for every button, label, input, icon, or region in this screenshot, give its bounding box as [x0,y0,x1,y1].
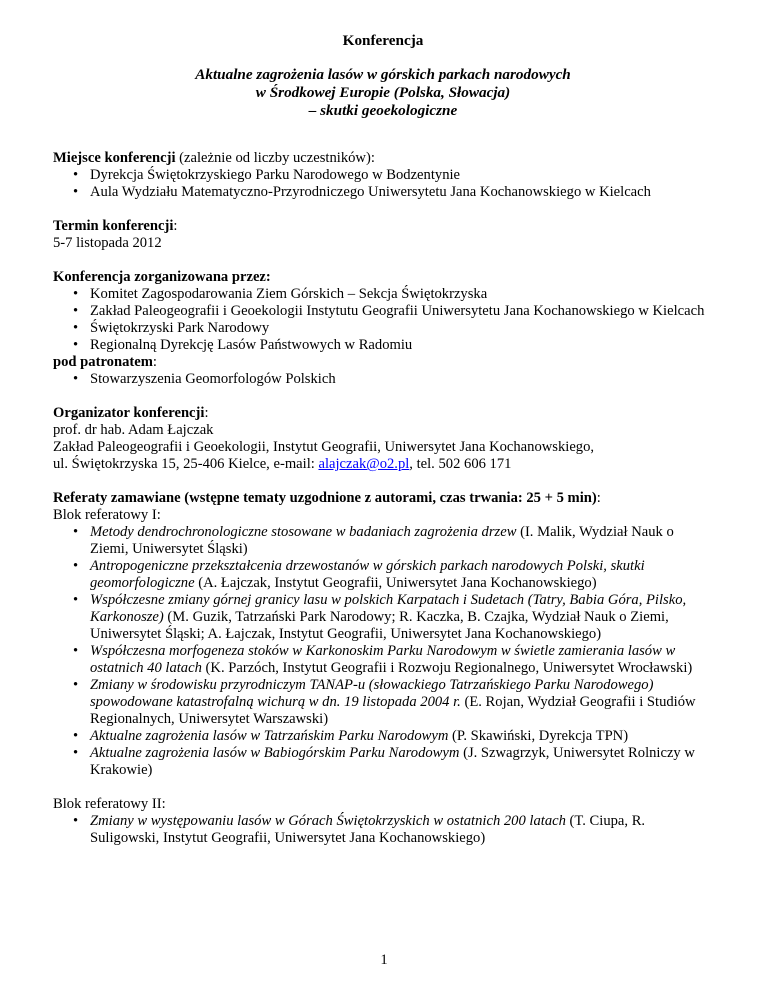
venue-heading-line [53,150,713,167]
paper-title: Współczesne zmiany górnej granicy lasu w polskich Karpatach i Sudetach (Tatry, Babia Góra, Pilsko, Karkonosze) [90,592,687,625]
organizers-list [53,286,713,354]
papers-colon: : [596,490,601,506]
email-link[interactable]: alajczak@o2.pl [318,456,410,472]
organizer-colon: : [204,405,209,421]
organizer-heading-line [53,405,713,422]
organizer-heading: Organizator konferencji [53,405,205,421]
paper-title: Współczesna morfogeneza stoków w Karkonoskim Parku Narodowym w świetle zamierania lasów w ostatnich 40 latach [90,643,676,676]
organizer-item: • Świętokrzyski Park Narodowy [53,320,713,337]
organizer-item: • Komitet Zagospodarowania Ziem Górskich – Sekcja Świętokrzyska [53,286,713,303]
subtitle-line-2: w Środkowej Europie (Polska, Słowacja) [255,84,511,101]
patronage-heading: pod patronatem [53,354,153,370]
paper-authors: (J. Szwagrzyk, Uniwersytet Rolniczy w Krakowie) [90,745,695,778]
paper-title: Zmiany w środowisku przyrodniczym TANAP-u (słowackiego Tatrzańskiego Parku Narodowego) spowodowane katastrofalną wichurą w dn. 19 listopada 2004 r. [90,677,654,710]
document-body [53,32,713,847]
paper-item [53,524,713,558]
patronage-heading-line [53,354,713,371]
venue-section [53,150,713,201]
paper-item [53,728,713,745]
organizer-phone: , tel. 502 606 171 [409,456,512,472]
paper-item [53,558,713,592]
paper-authors: (P. Skawiński, Dyrekcja TPN) [448,728,629,744]
patronage-colon: : [152,354,157,370]
date-heading-line [53,218,713,235]
organizer-item: • Regionalną Dyrekcję Lasów Państwowych w Radomiu [53,337,713,354]
organizers-section [53,269,713,388]
venue-item: • Aula Wydziału Matematyczno-Przyrodniczego Uniwersytetu Jana Kochanowskiego w Kielcach [53,184,713,201]
organizer-section [53,405,713,473]
paper-item [53,592,713,643]
papers-heading: Referaty zamawiane (wstępne tematy uzgodnione z autorami, czas trwania: 25 + 5 min) [53,490,597,506]
date-value: 5-7 listopada 2012 [53,235,162,251]
block2-list [53,813,713,847]
paper-title: Metody dendrochronologiczne stosowane w badaniach zagrożenia drzew [90,524,517,540]
organizer-affiliation: Zakład Paleogeografii i Geoekologii, Instytut Geografii, Uniwersytet Jana Kochanowskiego, [53,439,595,455]
date-colon: : [173,218,178,234]
block1-list [53,524,713,779]
paper-item [53,677,713,728]
block2-label: Blok referatowy II: [53,796,166,812]
organizer-address-line [53,456,713,473]
date-heading: Termin konferencji [53,218,174,234]
venue-list [53,167,713,201]
conference-subtitle [53,66,713,120]
paper-title: Antropogeniczne przekształcenia drzewostanów w górskich parkach narodowych Polski, skutki geomorfologiczne [90,558,645,591]
papers-heading-line [53,490,713,507]
paper-authors: (T. Ciupa, R. Suligowski, Instytut Geografii, Uniwersytet Jana Kochanowskiego) [90,813,646,846]
paper-item [53,643,713,677]
paper-title: Aktualne zagrożenia lasów w Babiogórskim Parku Narodowym [90,745,460,761]
paper-authors: (E. Rojan, Wydział Geografii i Studiów Regionalnych, Uniwersytet Warszawski) [90,694,696,727]
paper-title: Zmiany w występowaniu lasów w Górach Świętokrzyskich w ostatnich 200 latach [90,813,566,829]
paper-authors: (I. Malik, Wydział Nauk o Ziemi, Uniwersytet Śląski) [90,524,674,557]
subtitle-line-1: Aktualne zagrożenia lasów w górskich parkach narodowych [195,66,571,83]
paper-authors: (A. Łajczak, Instytut Geografii, Uniwersytet Jana Kochanowskiego) [194,575,597,591]
date-section [53,218,713,252]
organizer-address: ul. Świętokrzyska 15, 25-406 Kielce, e-mail: [53,456,319,472]
organizer-name: prof. dr hab. Adam Łajczak [53,422,214,438]
papers-section [53,490,713,847]
organizer-item: • Zakład Paleogeografii i Geoekologii Instytutu Geografii Uniwersytetu Jana Kochanowskiego w Kielcach [53,303,713,320]
paper-title: Aktualne zagrożenia lasów w Tatrzańskim Parku Narodowym [90,728,449,744]
paper-item [53,813,713,847]
patronage-item: • Stowarzyszenia Geomorfologów Polskich [53,371,713,388]
venue-heading: Miejsce konferencji [53,150,176,166]
paper-item [53,745,713,779]
venue-item: • Dyrekcja Świętokrzyskiego Parku Narodowego w Bodzentynie [53,167,713,184]
page-number: 1 [380,952,388,968]
document-title: Konferencja [342,32,424,49]
organizers-heading: Konferencja zorganizowana przez: [53,269,271,285]
paper-authors: (M. Guzik, Tatrzański Park Narodowy; R. Kaczka, B. Czajka, Wydział Nauk o Ziemi, Uniwersytet Śląski; A. Łajczak, Instytut Geografii, Uniwersytet Jana Kochanowskiego) [90,609,669,642]
patronage-list [53,371,713,388]
paper-authors: (K. Parzóch, Instytut Geografii i Rozwoju Regionalnego, Uniwersytet Wrocławski) [201,660,693,676]
subtitle-line-3: – skutki geoekologiczne [308,102,458,119]
block1-label: Blok referatowy I: [53,507,161,523]
venue-note: (zależnie od liczby uczestników): [175,150,375,166]
